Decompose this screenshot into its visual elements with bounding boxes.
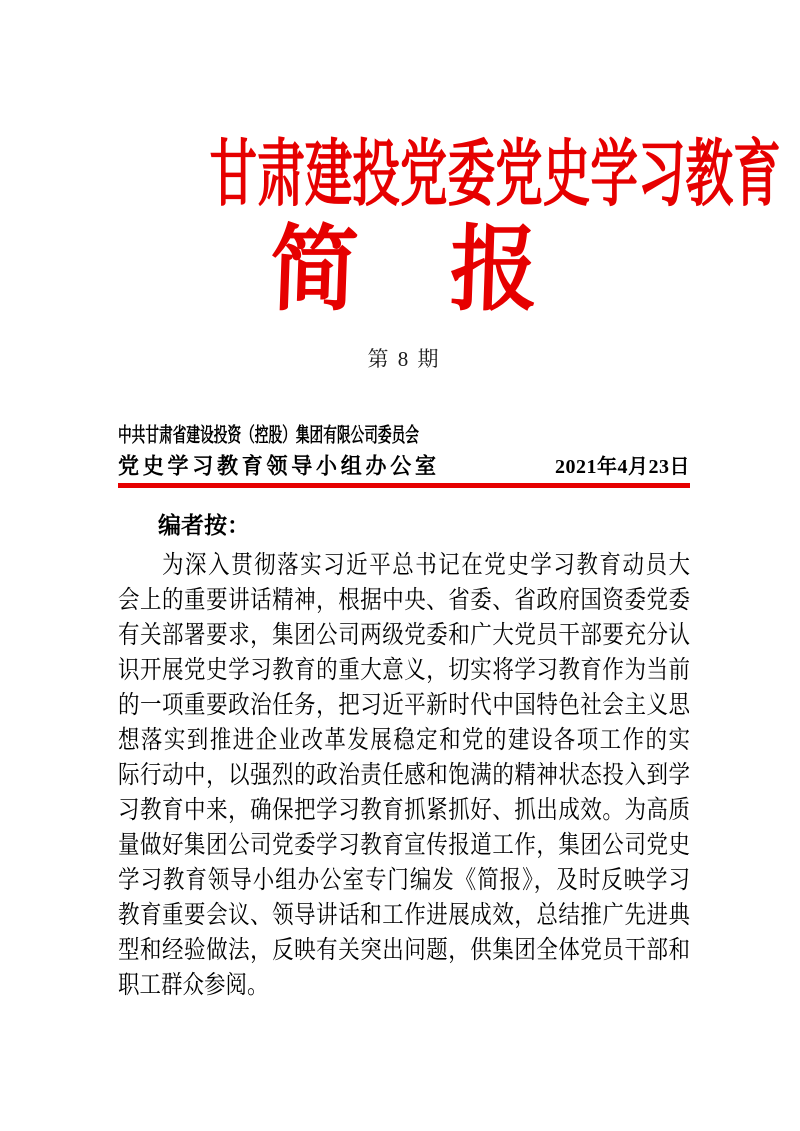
paragraph-line: 识开展党史学习教育的重大意义，切实将学习教育作为当前 <box>118 656 690 684</box>
red-divider <box>118 483 690 488</box>
masthead-char-jian: 简 <box>268 220 360 323</box>
paragraph-line: 职工群众参阅。 <box>118 971 269 999</box>
issuing-org-block <box>118 426 690 479</box>
paragraph-line: 教育重要会议、领导讲话和工作进展成效，总结推广先进典 <box>118 901 690 929</box>
paragraph-line: 型和经验做法，反映有关突出问题，供集团全体党员干部和 <box>118 936 690 964</box>
paragraph-line: 会上的重要讲话精神，根据中央、省委、省政府国资委党委 <box>118 586 690 614</box>
paragraph-line: 习教育中来，确保把学习教育抓紧抓好、抓出成效。为高质 <box>118 796 690 824</box>
issue-number: 第 8 期 <box>367 347 441 371</box>
page-title: 甘肃建投党委党史学习教育 <box>209 135 781 216</box>
editor-note-paragraph <box>118 548 690 1003</box>
paragraph-line: 量做好集团公司党委学习教育宣传报道工作，集团公司党史 <box>118 831 690 859</box>
paragraph-line: 际行动中，以强烈的政治责任感和饱满的精神状态投入到学 <box>118 761 690 789</box>
issuing-org-names <box>118 426 536 479</box>
paragraph-line: 想落实到推进企业改革发展稳定和党的建设各项工作的实 <box>118 726 690 754</box>
masthead-calligraphy <box>118 220 690 323</box>
org-name-line1: 中共甘肃省建设投资（控股）集团有限公司委员会 <box>118 424 419 447</box>
editor-note-label: 编者按： <box>158 512 250 538</box>
issue-date: 2021年4月23日 <box>555 456 690 478</box>
org-name-line2: 党史学习教育领导小组办公室 <box>118 453 436 479</box>
paragraph-line: 为深入贯彻落实习近平总书记在党史学习教育动员大 <box>162 551 690 579</box>
paragraph-line: 学习教育领导小组办公室专门编发《简报》，及时反映学习 <box>118 866 690 894</box>
document-content <box>0 135 800 1003</box>
paragraph-line: 的一项重要政治任务，把习近平新时代中国特色社会主义思 <box>118 691 690 719</box>
masthead-char-bao: 报 <box>448 220 540 323</box>
paragraph-line: 有关部署要求，集团公司两级党委和广大党员干部要充分认 <box>118 621 690 649</box>
